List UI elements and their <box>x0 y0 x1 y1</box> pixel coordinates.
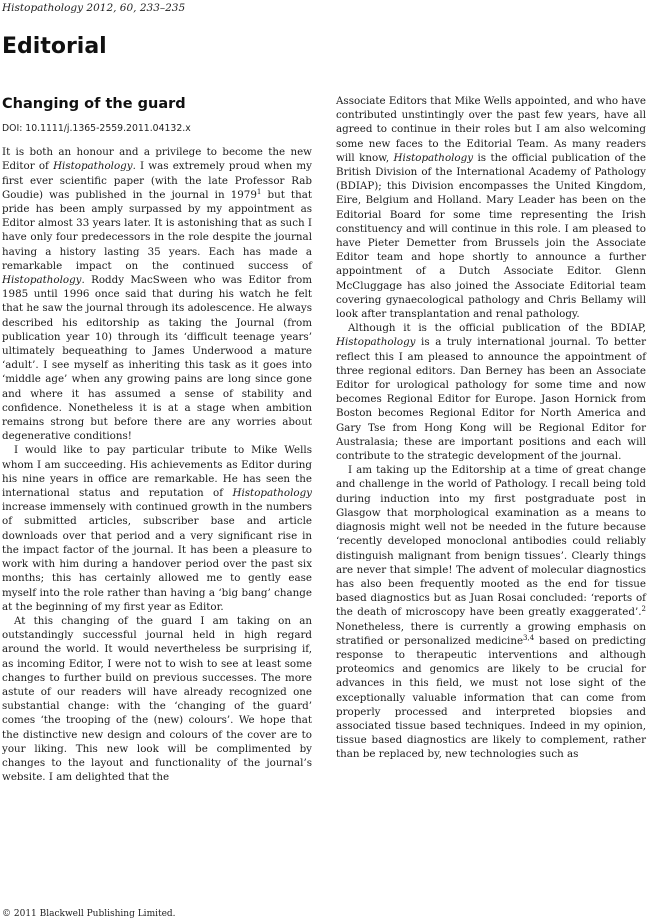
paragraph-3: At this changing of the guard I am taking on an outstandingly successful journal held in high regard around the world. It would nevertheless be surprising if, as incoming Editor, I were not to wish to see at least some changes to further build on previous successes. The more astute of our readers will have already recognized one substantial change: with the ‘changing of the guard’ comes ‘the trooping of the (new) colours’. We hope that the distinctive new design and colours of the cover are to your liking. This new look will be complimented by changes to the layout and functionality of the journal’s website. I am delighted that the <box>2 614 312 784</box>
right-column <box>336 94 646 762</box>
reference-3-4: 3,4 <box>523 633 535 642</box>
journal-name: Histopathology <box>232 487 312 500</box>
journal-name: Histopathology <box>336 336 416 349</box>
section-heading: Editorial <box>2 34 107 59</box>
journal-name: Histopathology <box>53 160 133 173</box>
reference-1: 1 <box>256 187 262 196</box>
paragraph-1: It is both an honour and a privilege to become the new Editor of Histopathology. I was extremely proud when my first ever scientific paper (with the late Professor Rab Goudie) was published in the journal in 1979$^1$ but that pride has been amply surpassed by my appointment as Editor almost 33 years later. It is astonishing that as such I have only four predecessors in the role despite the journal having a history lasting 35 years. Each has made a remarkable impact on the continued success of Histopathology. Roddy MacSween who was Editor from 1985 until 1996 once said that during his watch he felt that he saw the journal through its adolescence. He always described his editorship as taking the Journal (from publication year 10) through its ‘difficult teenage years’ ultimately bequeathing to James Underwood a mature ‘adult’. I see myself as inheriting this task as it goes into ‘middle age’ when any growing pains are long since gone and where it has assumed a sense of stability and confidence. Nonetheless it is at a stage when ambition remains strong but before there are any worries about degenerative conditions! <box>2 146 312 443</box>
left-column <box>2 94 312 784</box>
paragraph-6: I am taking up the Editorship at a time of great change and challenge in the world of Pathology. I recall being told during induction into my first postgraduate post in Glasgow that morphological examination as a means to diagnosis might well not be needed in the future because ‘recently developed monoclonal antibodies could reliably distinguish malignant from benign tissues’. Clearly things are never that simple! The advent of molecular diagnostics has also been frequently mooted as the end for tissue based diagnostics but as Juan Rosai concluded: ‘reports of the death of microscopy have been greatly exaggerated’.$^2$ Nonetheless, there is currently a growing emphasis on stratified or personalized medicine$^{3,4}$ based on predicting response to therapeutic interventions and although proteomics and genomics are likely to be crucial for advances in this field, we must not lose sight of the exceptionally valuable information that can come from properly processed and interpreted biopsies and associated tissue based techniques. Indeed in my opinion, tissue based diagnostics are likely to complement, rather than be replaced by, new technologies such as <box>336 464 646 761</box>
paragraph-4: Associate Editors that Mike Wells appointed, and who have contributed unstintingly over the past few years, have all agreed to continue in their roles but I am also welcoming some new faces to the Editorial Team. As many readers will know, Histopathology is the official publication of the British Division of the International Academy of Pathology (BDIAP); this Division encompasses the United Kingdom, Eire, Belgium and Holland. Mary Leader has been on the Editorial Board for some time representing the Irish constituency and will continue in this role. I am pleased to have Pieter Demetter from Brussels join the Associate Editor team and hope shortly to announce a further appointment of a Dutch Associate Editor. Glenn McCluggage has also joined the Associate Editorial team covering gynaecological pathology and Chris Bellamy will look after transplantation and renal pathology. <box>336 95 646 321</box>
paragraph-5: Although it is the official publication of the BDIAP, Histopathology is a truly international journal. To better reflect this I am pleased to announce the appointment of three regional editors. Dan Berney has been an Associate Editor for urological pathology for some time and now becomes Regional Editor for Europe. Jason Hornick from Boston becomes Regional Editor for North America and Gary Tse from Hong Kong will be Regional Editor for Australasia; these are important positions and each will contribute to the strategic development of the journal. <box>336 322 646 463</box>
paragraph-2: I would like to pay particular tribute to Mike Wells whom I am succeeding. His achievements as Editor during his nine years in office are remarkable. He has seen the international status and reputation of Histopathology increase immensely with continued growth in the numbers of submitted articles, subscriber base and article downloads over that period and a very significant rise in the impact factor of the journal. It has been a pleasure to work with him during a handover period over the past six months; this has certainly allowed me to gently ease myself into the role rather than having a ‘big bang’ change at the beginning of my first year as Editor. <box>2 444 312 613</box>
reference-2: 2 <box>641 605 646 614</box>
copyright-footer: © 2011 Blackwell Publishing Limited. <box>2 909 176 919</box>
journal-name: Histopathology <box>393 151 474 164</box>
journal-name: Histopathology <box>2 274 82 287</box>
running-head: Histopathology 2012, 60, 233–235 <box>2 2 186 14</box>
article-title: Changing of the guard <box>2 96 186 112</box>
doi-line: DOI: 10.1111/j.1365-2559.2011.04132.x <box>2 123 191 134</box>
